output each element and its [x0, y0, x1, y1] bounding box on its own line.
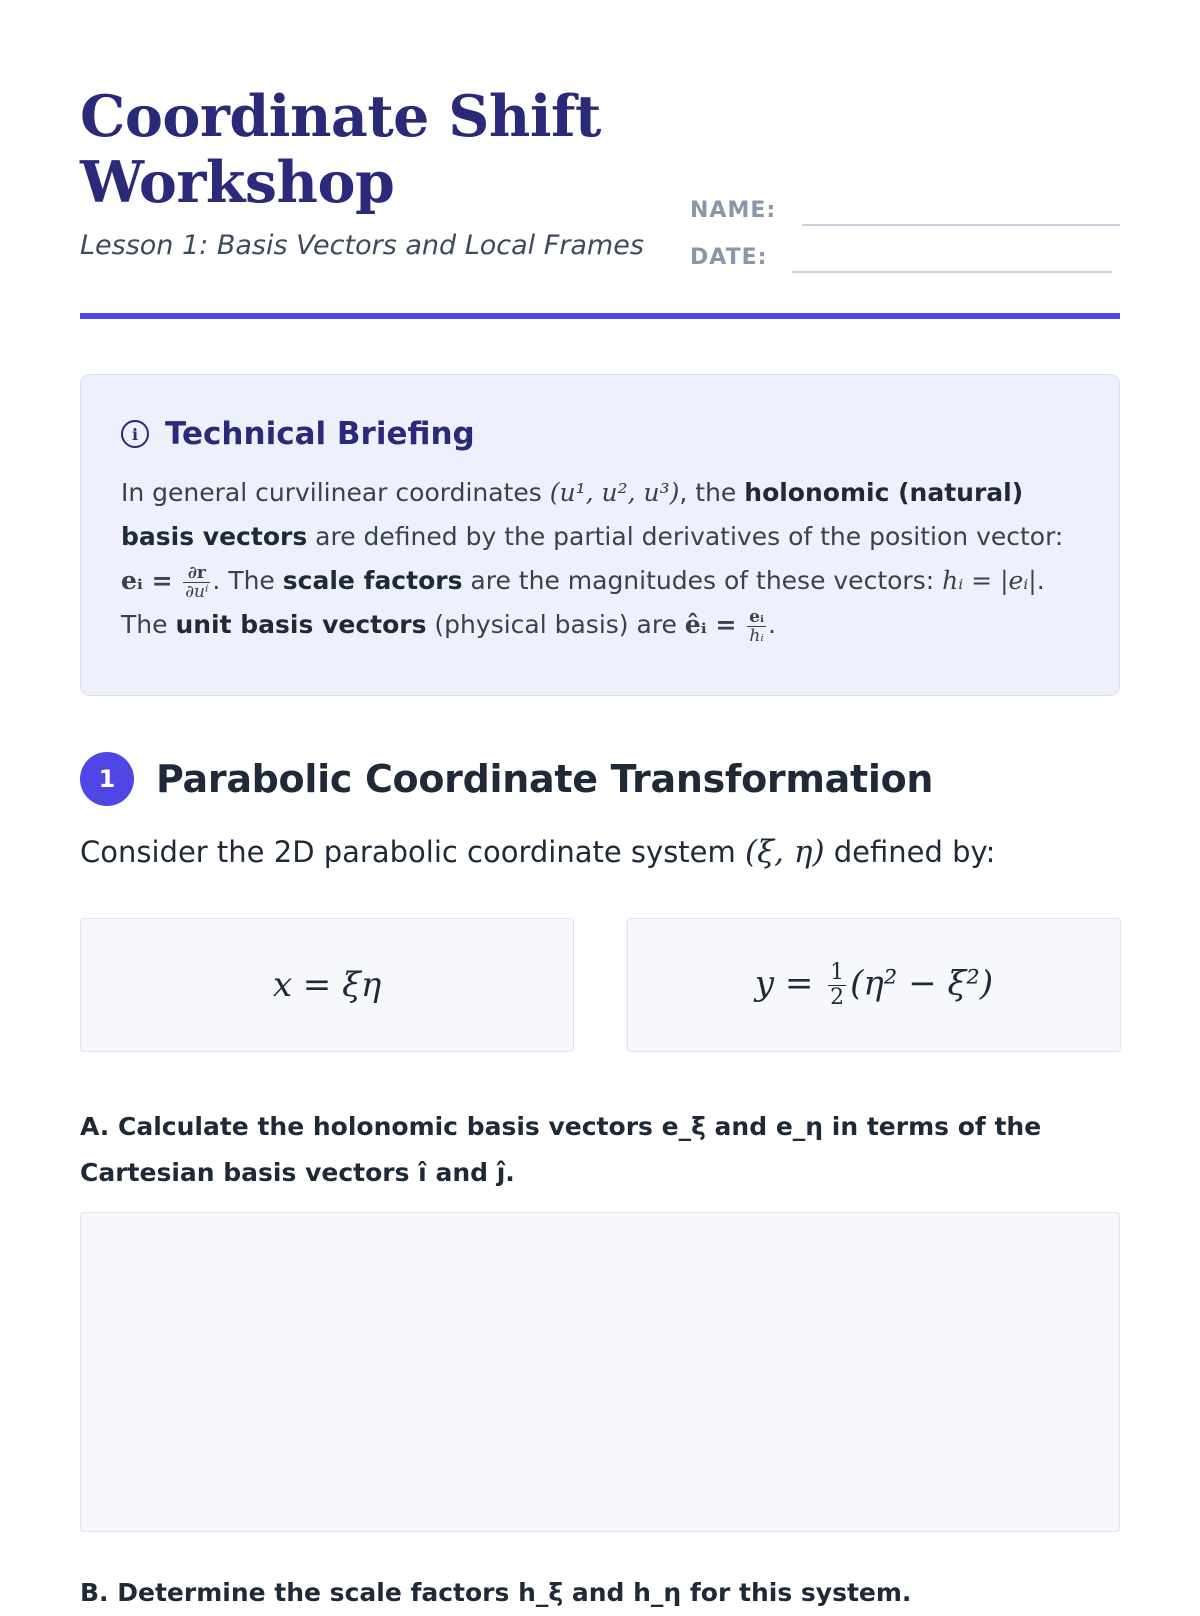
- answer-box-a[interactable]: [80, 1212, 1120, 1532]
- briefing-text-part: are defined by the partial derivatives of the position vector:: [307, 522, 1064, 551]
- question-a: A. Calculate the holonomic basis vectors e_ξ and e_η in terms of the Cartesian basis vectors î and ĵ.: [80, 1112, 1042, 1187]
- equation-y-fraction: [828, 961, 846, 1010]
- unit-basis-numerator: eᵢ: [749, 606, 765, 627]
- name-label: NAME:: [690, 198, 777, 223]
- briefing-text-part: , the: [679, 478, 745, 507]
- briefing-text-part: In general curvilinear coordinates: [121, 478, 550, 507]
- coords-math: (u¹, u², u³): [549, 478, 680, 507]
- basis-def-numerator: ∂r: [183, 564, 210, 583]
- intro-math: (ξ, η): [745, 834, 825, 870]
- briefing-text-part: (physical basis) are: [426, 610, 685, 639]
- section-number-badge: 1: [80, 752, 134, 806]
- date-field[interactable]: [792, 271, 1112, 273]
- scale-factor-expr: hᵢ = |eᵢ|: [942, 566, 1037, 595]
- basis-def-fraction: [183, 564, 210, 601]
- equation-y-numerator: 1: [830, 959, 845, 985]
- unit-basis-fraction: [747, 608, 766, 645]
- briefing-text-part: are the magnitudes of these vectors:: [462, 566, 943, 595]
- section-title: Parabolic Coordinate Transformation: [156, 757, 934, 801]
- scale-factors-term: scale factors: [282, 566, 463, 595]
- briefing-text-part: .: [768, 610, 776, 639]
- equation-y-denominator: 2: [830, 984, 845, 1010]
- equation-box-y: [627, 918, 1121, 1052]
- page-title: Coordinate Shift Workshop: [80, 83, 601, 216]
- equation-y-lhs: y =: [754, 963, 825, 1003]
- briefing-text-part: . The: [212, 566, 283, 595]
- page-subtitle: Lesson 1: Basis Vectors and Local Frames: [80, 230, 644, 261]
- unit-basis-lhs: êᵢ =: [684, 610, 746, 639]
- header-divider: [80, 313, 1120, 319]
- briefing-text: [121, 471, 1079, 647]
- section-intro: [80, 834, 995, 870]
- section-header: [80, 752, 933, 806]
- date-label: DATE:: [690, 245, 768, 270]
- briefing-text-part: . The: [121, 566, 1045, 639]
- unit-basis-denominator: hᵢ: [749, 625, 764, 646]
- question-b: B. Determine the scale factors h_ξ and h_η for this system.: [80, 1578, 912, 1607]
- name-field[interactable]: [802, 224, 1120, 226]
- intro-text: Consider the 2D parabolic coordinate system: [80, 835, 745, 869]
- briefing-header: [121, 413, 1079, 455]
- equation-y: [755, 961, 993, 1010]
- equation-box-x: [80, 918, 574, 1052]
- basis-def-denominator: ∂uⁱ: [185, 581, 209, 602]
- briefing-title: Technical Briefing: [165, 416, 475, 452]
- info-icon: i: [121, 420, 149, 448]
- technical-briefing-panel: [80, 374, 1120, 696]
- basis-def-lhs: eᵢ =: [121, 566, 182, 595]
- holonomic-term: holonomic (natural) basis vectors: [121, 478, 1024, 551]
- unit-basis-term: unit basis vectors: [175, 610, 427, 639]
- equation-y-rhs: (η² − ξ²): [850, 963, 994, 1003]
- equation-x: x = ξη: [272, 965, 382, 1005]
- intro-text: defined by:: [824, 835, 996, 869]
